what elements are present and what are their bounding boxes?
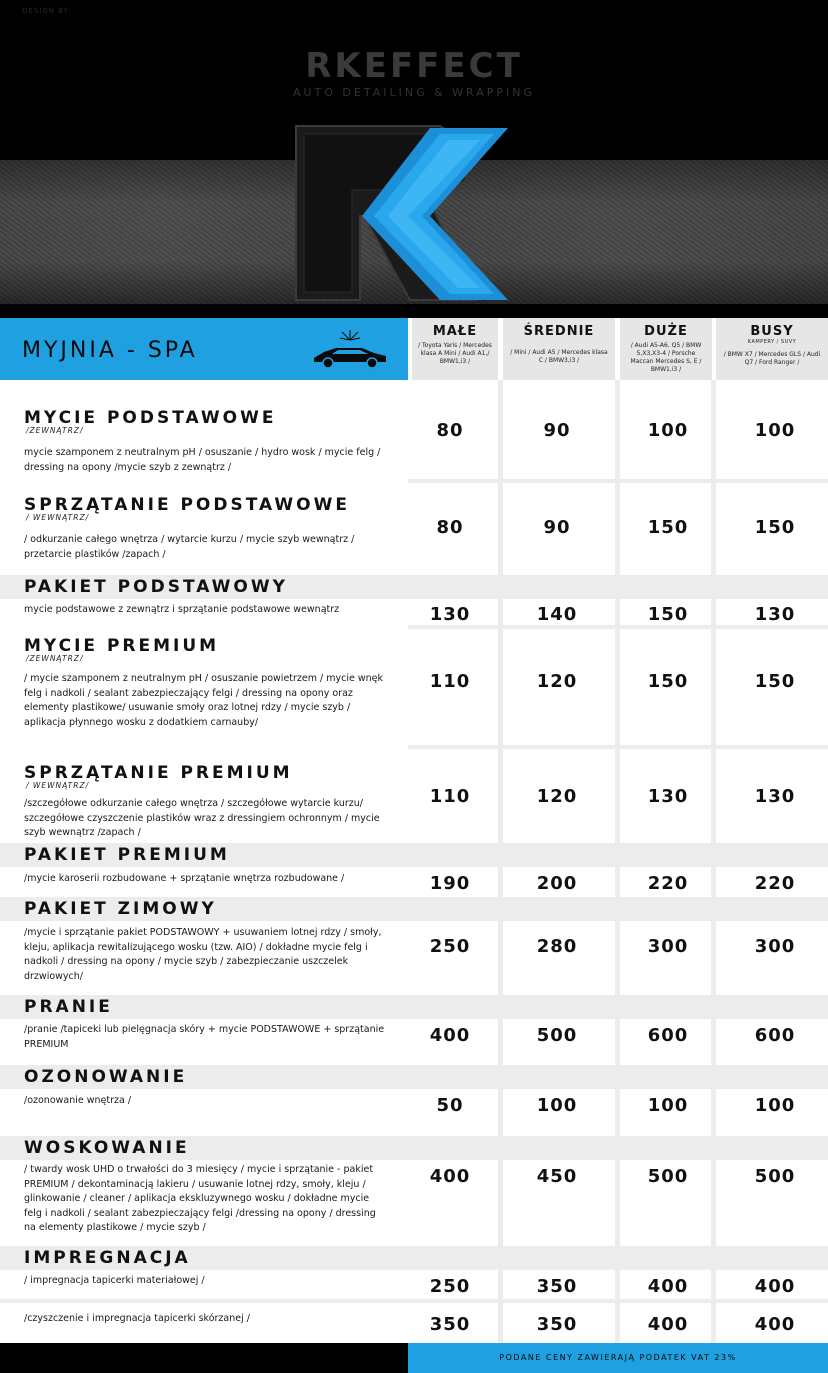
price-busy: 100 (754, 1095, 796, 1116)
price-busy: 400 (754, 1276, 796, 1297)
row-title: MYCIE PREMIUM (24, 636, 220, 656)
row-description: /szczegółowe odkurzanie całego wnętrza / szczegółowe wytarcie kurzu/ szczegółowe czyszczenie plastików wraz z dressingiem ochronnym / mycie szyb wewnątrz /zapach / (24, 798, 380, 838)
column-models: / Toyota Yaris / Mercedes klasa A Mini / Audi A1,/ BMW1,i3 / (418, 342, 492, 365)
row-description: /mycie karoserii rozbudowane + sprzątanie wnętrza rozbudowane / (24, 873, 345, 884)
row-description: / impregnacja tapicerki materiałowej / (24, 1275, 205, 1286)
service-category-title: MYJNIA - SPA (22, 338, 198, 363)
price-duze: 400 (647, 1276, 689, 1297)
row-title: MYCIE PODSTAWOWE (24, 408, 277, 428)
price-male: 80 (436, 420, 464, 441)
price-busy: 220 (754, 873, 796, 894)
row-description: /pranie /tapiceki lub pielęgnacja skóry + mycie PODSTAWOWE + sprzątanie PREMIUM (24, 1024, 385, 1050)
price-srednie: 280 (536, 936, 578, 957)
price-srednie: 200 (536, 873, 578, 894)
row-description: / odkurzanie całego wnętrza / wytarcie kurzu / mycie szyb wewnątrz / przetarcie plastików /zapach / (24, 534, 355, 560)
row-description: mycie szamponem z neutralnym pH / osuszanie / hydro wosk / mycie felg / dressing na opony /mycie szyb z zewnątrz / (24, 447, 381, 473)
price-male: 250 (429, 1276, 471, 1297)
price-male: 80 (436, 517, 464, 538)
price-male: 400 (429, 1025, 471, 1046)
row-subtitle: / WEWNĄTRZ/ (26, 781, 90, 790)
price-male: 350 (429, 1314, 471, 1335)
column-header-male (412, 318, 498, 380)
column-header-srednie (503, 318, 615, 380)
price-male: 130 (429, 604, 471, 625)
price-male: 50 (436, 1095, 464, 1116)
price-srednie: 120 (536, 786, 578, 807)
price-male: 190 (429, 873, 471, 894)
column-note: KAMPERY / SUVY (747, 339, 797, 345)
column-header-busy (716, 318, 828, 380)
price-busy: 150 (754, 671, 796, 692)
price-srednie: 450 (536, 1166, 578, 1187)
price-duze: 600 (647, 1025, 689, 1046)
row-title: PRANIE (24, 997, 113, 1017)
price-male: 400 (429, 1166, 471, 1187)
column-models: / BMW X7 / Mercedes GLS / Audi Q7 / Ford Ranger / (723, 351, 821, 366)
column-name: MAŁE (432, 324, 478, 339)
price-male: 110 (429, 786, 471, 807)
row-title: SPRZĄTANIE PREMIUM (24, 763, 293, 783)
design-by-label: DESIGN BY: (22, 7, 72, 15)
price-duze: 100 (647, 1095, 689, 1116)
price-busy: 500 (754, 1166, 796, 1187)
rk-logo-icon (290, 120, 530, 305)
price-duze: 150 (647, 604, 689, 625)
footer-bar (0, 1343, 408, 1373)
column-header-duze (620, 318, 712, 380)
price-srednie: 500 (536, 1025, 578, 1046)
hero-header (0, 0, 828, 318)
price-srednie: 120 (536, 671, 578, 692)
row-title: IMPREGNACJA (24, 1248, 191, 1268)
price-srednie: 140 (536, 604, 578, 625)
row-subtitle: /ZEWNĄTRZ/ (26, 654, 84, 663)
price-duze: 500 (647, 1166, 689, 1187)
price-busy: 130 (754, 786, 796, 807)
price-busy: 400 (754, 1314, 796, 1335)
table-header-title-cell (0, 318, 408, 380)
row-title: OZONOWANIE (24, 1067, 188, 1087)
row-description: /ozonowanie wnętrza / (24, 1095, 132, 1106)
row-title: PAKIET PREMIUM (24, 845, 230, 865)
price-srednie: 90 (543, 517, 571, 538)
price-busy: 300 (754, 936, 796, 957)
car-wash-icon (310, 326, 390, 372)
price-duze: 100 (647, 420, 689, 441)
price-male: 110 (429, 671, 471, 692)
brand-tagline: AUTO DETAILING & WRAPPING (292, 86, 536, 99)
price-duze: 150 (647, 517, 689, 538)
price-busy: 130 (754, 604, 796, 625)
brand-name: RKEFFECT (305, 46, 523, 86)
price-duze: 130 (647, 786, 689, 807)
price-duze: 400 (647, 1314, 689, 1335)
column-models: / Audi A5-A6, Q5 / BMW 5,X3,X3-4 / Porsche Maccan Mercedes S, E / BMW1,i3 / (630, 342, 702, 373)
price-busy: 600 (754, 1025, 796, 1046)
price-busy: 150 (754, 517, 796, 538)
price-duze: 300 (647, 936, 689, 957)
price-srednie: 350 (536, 1314, 578, 1335)
column-name: BUSY (750, 324, 794, 339)
price-male: 250 (429, 936, 471, 957)
row-title: SPRZĄTANIE PODSTAWOWE (24, 495, 350, 515)
row-description: /czyszczenie i impregnacja tapicerki skórzanej / (24, 1313, 250, 1324)
row-description: /mycie i sprzątanie pakiet PODSTAWOWY + usuwaniem lotnej rdzy / smoły, kleju, aplikacja rewitalizującego wosku (tzw. AIO) / dokładne mycie felg i nadkoli / dressing na opony / mycie szyb / zabezpieczanie uszczelek drzwiowych/ (24, 927, 382, 982)
row-title: WOSKOWANIE (24, 1138, 190, 1158)
row-description: / twardy wosk UHD o trwałości do 3 miesięcy / mycie i sprzątanie - pakiet PREMIUM / dekontaminacją lakieru / usuwanie lotnej rdzy, smoły, kleju / glinkowanie / cleaner / aplikacja ekskluzywnego wosku / dokładne mycie felg i nadkoli / sealant zabezpieczający felgi /dressing na opony / dressing na elementy plastikowe / mycie szyb / (24, 1164, 376, 1233)
price-srednie: 350 (536, 1276, 578, 1297)
column-models: / Mini / Audi A5 / Mercedes klasa C / BMW3,i3 / (510, 349, 608, 364)
column-name: DUŻE (644, 324, 688, 339)
price-srednie: 90 (543, 420, 571, 441)
row-title: PAKIET ZIMOWY (24, 899, 217, 919)
vat-note: PODANE CENY ZAWIERAJĄ PODATEK VAT 23% (408, 1343, 828, 1373)
row-title: PAKIET PODSTAWOWY (24, 577, 288, 597)
row-subtitle: / WEWNĄTRZ/ (26, 513, 90, 522)
column-name: ŚREDNIE (523, 324, 595, 339)
price-duze: 220 (647, 873, 689, 894)
section-band (0, 995, 828, 1019)
row-subtitle: /ZEWNĄTRZ/ (26, 426, 84, 435)
price-srednie: 100 (536, 1095, 578, 1116)
row-description: mycie podstawowe z zewnątrz i sprzątanie podstawowe wewnątrz (24, 604, 340, 615)
row-description: / mycie szamponem z neutralnym pH / osuszanie powietrzem / mycie wnęk felg i nadkoli / sealant zabezpieczający felgi / dressing na opony oraz elementy plastikowe/ usuwanie smoły oraz lotnej rdzy / mycie szyb / aplikacja płynnego wosku z dodatkiem carnauby/ (24, 673, 383, 728)
price-busy: 100 (754, 420, 796, 441)
price-duze: 150 (647, 671, 689, 692)
